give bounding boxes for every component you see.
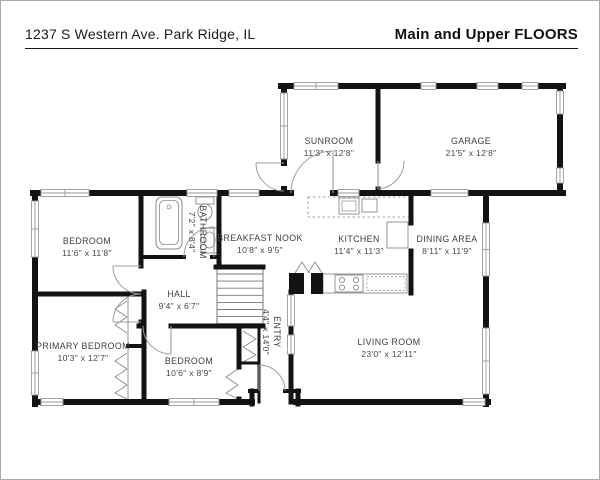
room-dims-entry: 4'4" x 14'0" xyxy=(261,309,271,355)
room-label-group-entry xyxy=(261,309,282,355)
room-dims-bedroom-2: 10'6" x 8'9" xyxy=(166,368,212,378)
room-label-sunroom: SUNROOM xyxy=(304,136,354,146)
room-label-hall: HALL xyxy=(167,289,191,299)
labels-layer xyxy=(36,136,496,378)
room-dims-breakfast-nook: 10'8" x 9'5" xyxy=(237,245,283,255)
room-label-bedroom: BEDROOM xyxy=(62,236,112,246)
room-dims-hall: 9'4" x 6'7" xyxy=(158,301,200,311)
room-label-bedroom-2: BEDROOM xyxy=(164,356,214,366)
room-label-kitchen: KITCHEN xyxy=(338,234,380,244)
room-dims-sunroom: 11'3" x 12'8" xyxy=(303,148,355,158)
room-dims-primary-bedroom: 10'3" x 12'7" xyxy=(57,353,109,363)
room-label-bathroom: BATHROOM xyxy=(198,205,208,259)
room-label-entry: ENTRY xyxy=(272,316,282,348)
address-text: 1237 S Western Ave. Park Ridge, IL xyxy=(25,26,256,42)
room-dims-living-room: 23'0" x 12'11" xyxy=(361,349,417,359)
room-dims-dining-area: 8'11" x 11'9" xyxy=(422,246,472,256)
room-dims-bathroom: 7'2" x 8'4" xyxy=(187,211,197,253)
room-label-living-room: LIVING ROOM xyxy=(357,337,421,347)
room-label-group-bathroom xyxy=(187,205,208,258)
room-label-dining-area: DINING AREA xyxy=(416,234,478,244)
room-label-breakfast-nook: BREAKFAST NOOK xyxy=(217,233,303,243)
room-dims-kitchen: 11'4" x 11'3" xyxy=(334,246,384,256)
windows-layer xyxy=(32,83,564,406)
stairs xyxy=(217,267,263,324)
page-title: Main and Upper FLOORS xyxy=(394,26,578,43)
room-dims-garage: 21'5" x 12'8" xyxy=(445,148,497,158)
room-label-garage: GARAGE xyxy=(450,136,492,146)
floor-plan-svg xyxy=(1,1,600,480)
room-dims-bedroom: 11'6" x 11'8" xyxy=(62,248,112,258)
room-label-primary-bedroom: PRIMARY BEDROOM xyxy=(36,341,130,351)
